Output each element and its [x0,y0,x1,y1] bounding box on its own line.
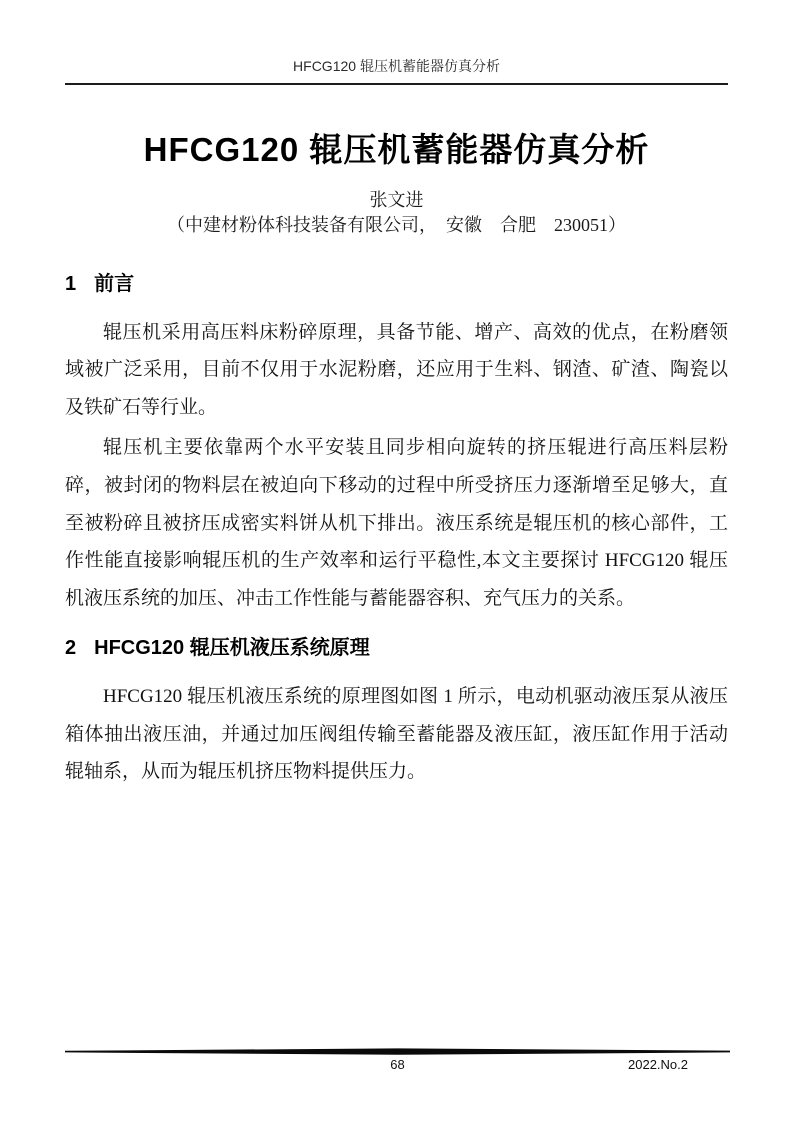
paper-title: HFCG120 辊压机蓄能器仿真分析 [143,131,650,168]
section-2-title: HFCG120 辊压机液压系统原理 [94,637,370,660]
issue-label: 2022.No.2 [628,1057,688,1072]
section-2-paragraph-1: HFCG120 辊压机液压系统的原理图如图 1 所示，电动机驱动液压泵从液压箱体抽出液压油，并通过加压阀组传输至蓄能器及液压缸，液压缸作用于活动辊轴系，从而为辊压机挤压物料提供压力。 [65,685,728,783]
running-header: HFCG120 辊压机蓄能器仿真分析 [65,56,728,85]
section-2-number: 2 [65,637,77,660]
section-1-paragraph-1: 辊压机采用高压料床粉碎原理，具备节能、增产、高效的优点，在粉磨领域被广泛采用，目前不仅用于水泥粉磨，还应用于生料、钢渣、矿渣、陶瓷以及铁矿石等行业。 [65,321,728,418]
footer-text-row [65,1056,730,1076]
section-1-title: 前言 [94,273,135,295]
author-name: 张文进 [369,190,424,210]
section-1-number: 1 [65,273,77,295]
page-content [65,0,728,791]
footer-decorative-bar [65,1048,730,1056]
section-2-heading [65,635,728,661]
page-number: 68 [390,1057,405,1072]
author-affiliation: （中建材粉体科技装备有限公司， 安徽 合肥 230051） [167,215,626,235]
page-footer [65,1048,730,1076]
section-1-heading [65,271,728,297]
section-1-paragraph-2: 辊压机主要依靠两个水平安装且同步相向旋转的挤压辊进行高压料层粉碎，被封闭的物料层在被迫向下移动的过程中所受挤压力逐渐增至足够大，直至被粉碎且被挤压成密实料饼从机下排出。液压系统是辊压机的核心部件，工作性能直接影响辊压机的生产效率和运行平稳性,本文主要探讨 HFCG120 辊压机液压系统的加压、冲击工作性能与蓄能器容积、充气压力的关系。 [65,437,728,609]
